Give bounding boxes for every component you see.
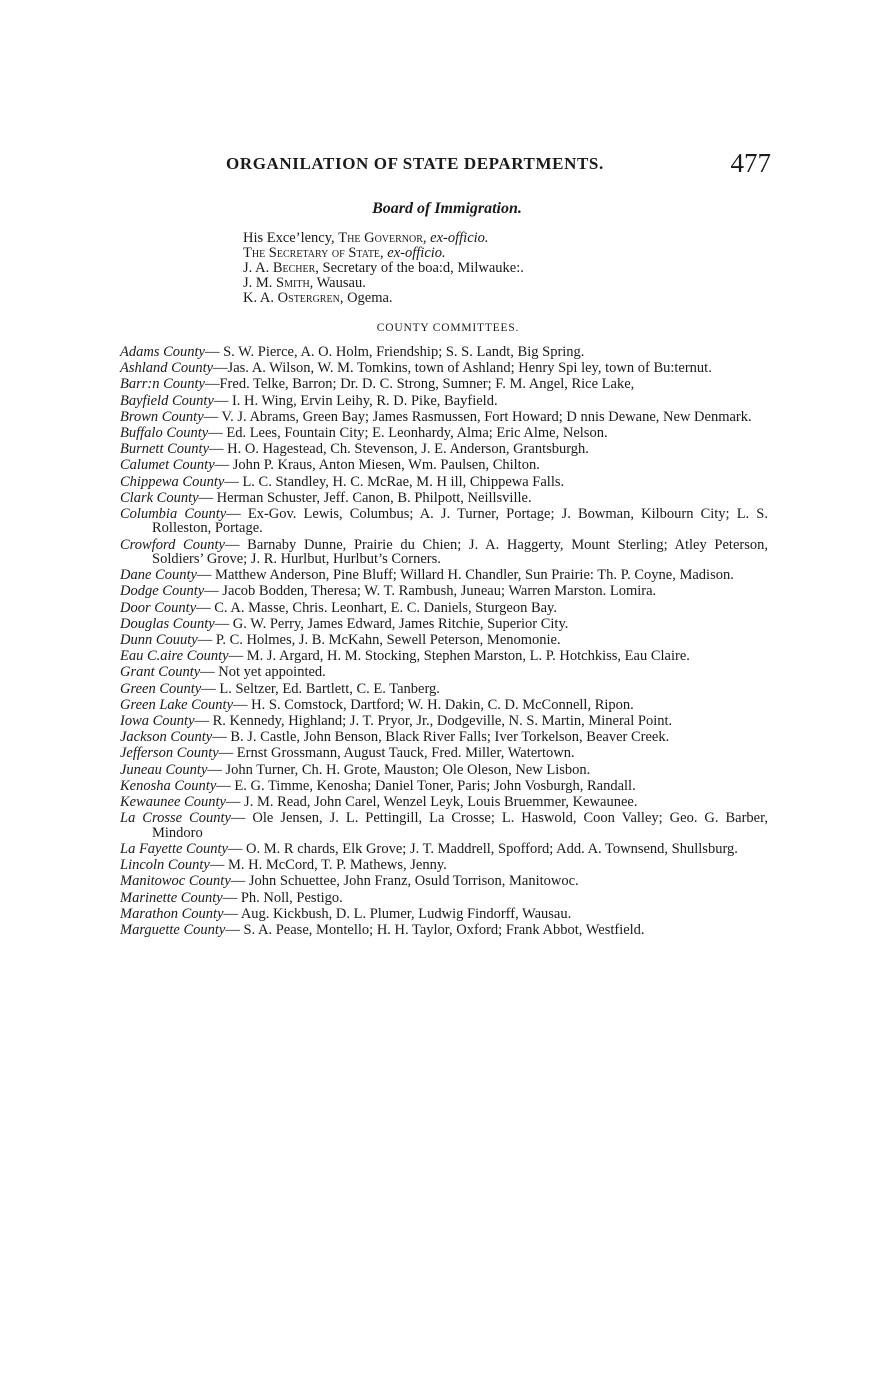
county-name: Jefferson County — [120, 745, 219, 762]
county-committee-entry — [120, 730, 768, 744]
county-name: Grant County — [120, 664, 201, 681]
page-number: 477 — [730, 148, 771, 178]
running-head — [226, 150, 771, 184]
county-name: Adams County — [120, 344, 205, 360]
county-committee-entry — [120, 568, 768, 582]
county-committee-list — [120, 345, 768, 939]
county-committee-entry — [120, 795, 768, 809]
board-member-prefix: J. M. — [243, 275, 277, 291]
county-members: — John Schuettee, John Franz, Osuld Torrison, Manitowoc. — [230, 873, 579, 890]
county-name: Dodge County — [120, 583, 205, 600]
county-committee-entry — [120, 617, 768, 631]
county-name: Kewaunee County — [120, 794, 226, 811]
board-member-role: ex-officio. — [430, 230, 489, 246]
board-member-suffix: , Ogema. — [339, 290, 393, 306]
county-name: La Fayette County — [120, 840, 228, 857]
county-name: Door County — [120, 599, 197, 616]
county-committee-entry — [120, 345, 768, 359]
county-members: — Ed. Lees, Fountain City; E. Leonhardy, Alma; Eric Alme, Nelson. — [208, 425, 608, 442]
county-members: — John Turner, Ch. H. Grote, Mauston; Ole Oleson, New Lisbon. — [207, 761, 591, 778]
county-committee-entry — [120, 891, 768, 905]
county-members: —Fred. Telke, Barron; Dr. D. C. Strong, Sumner; F. M. Angel, Rice Lake, — [204, 376, 635, 393]
county-members: — J. M. Read, John Carel, Wenzel Leyk, Louis Bruemmer, Kewaunee. — [225, 794, 638, 811]
county-name: Clark County — [120, 489, 199, 506]
county-name: Eau C.aire County — [120, 648, 229, 665]
board-member-suffix: , — [380, 245, 388, 261]
county-members: — Not yet appointed. — [200, 664, 326, 681]
county-committee-entry — [120, 874, 768, 888]
county-members: — Ernst Grossmann, August Tauck, Fred. Miller, Watertown. — [218, 745, 575, 762]
county-name: Dane County — [120, 567, 197, 584]
board-member-prefix: His Exce’lency, — [243, 230, 339, 246]
board-member-name: The Governor — [338, 230, 423, 246]
county-committee-entry — [120, 475, 768, 489]
county-name: Douglas County — [120, 615, 215, 632]
county-committee-entry — [120, 923, 768, 937]
county-committee-entry — [120, 779, 768, 793]
county-name: Columbia County — [120, 506, 227, 523]
county-committee-entry — [120, 633, 768, 647]
county-name: Marathon County — [120, 905, 224, 922]
county-name: Iowa County — [120, 713, 195, 730]
board-member — [243, 246, 524, 261]
county-name: Bayfield County — [120, 392, 214, 409]
county-name: Barr:n County — [120, 376, 205, 393]
county-members: — H. S. Comstock, Dartford; W. H. Dakin, C. D. McConnell, Ripon. — [233, 696, 634, 713]
county-members: — Matthew Anderson, Pine Bluff; Willard H. Chandler, Sun Prairie: Th. P. Coyne, Madison. — [196, 567, 734, 584]
running-title: ORGANILATION OF STATE DEPARTMENTS. — [226, 154, 604, 173]
county-committee-entry — [120, 811, 768, 840]
county-committee-entry — [120, 665, 768, 679]
county-committee-entry — [120, 698, 768, 712]
county-committee-entry — [120, 442, 768, 456]
county-name: Green County — [120, 680, 202, 697]
county-name: Dunn Couuty — [120, 632, 198, 649]
county-committee-entry — [120, 538, 768, 567]
county-name: Brown County — [120, 408, 204, 425]
county-members: — John P. Kraus, Anton Miesen, Wm. Paulsen, Chilton. — [214, 457, 540, 474]
county-committee-entry — [120, 842, 768, 856]
county-members: — B. J. Castle, John Benson, Black River Falls; Iver Torkelson, Beaver Creek. — [212, 729, 670, 746]
county-members: — P. C. Holmes, J. B. McKahn, Sewell Peterson, Menomonie. — [197, 632, 561, 649]
board-member — [243, 276, 524, 291]
county-name: Marinette County — [120, 889, 223, 906]
board-member-name: Smith — [276, 275, 310, 291]
county-members: — I. H. Wing, Ervin Leihy, R. D. Pike, Bayfield. — [213, 392, 498, 409]
county-name: Buffalo County — [120, 425, 209, 442]
county-committee-entry — [120, 458, 768, 472]
county-committee-entry — [120, 426, 768, 440]
county-name: Ashland County — [120, 360, 214, 377]
county-committee-entry — [120, 584, 768, 598]
county-members: — V. J. Abrams, Green Bay; James Rasmussen, Fort Howard; D nnis Dewane, New Denmark. — [203, 408, 752, 425]
county-name: Marguette County — [120, 921, 226, 938]
county-members: — G. W. Perry, James Edward, James Ritchie, Superior City. — [214, 615, 569, 632]
county-name: Manitowoc County — [120, 873, 231, 890]
county-members: — M. J. Argard, H. M. Stocking, Stephen Marston, L. P. Hotchkiss, Eau Claire. — [228, 648, 690, 665]
county-committees-heading: COUNTY COMMITTEES. — [376, 322, 520, 334]
county-members: — M. H. McCord, T. P. Mathews, Jenny. — [209, 857, 447, 874]
county-name: Lincoln County — [120, 857, 210, 874]
county-members: — H. O. Hagestead, Ch. Stevenson, J. E. Anderson, Grantsburgh. — [209, 441, 589, 458]
board-member — [243, 231, 524, 246]
board-member-role: ex-officio. — [387, 245, 446, 261]
county-members: — Ole Jensen, J. L. Pettingill, La Crosse; L. Haswold, Coon Valley; Geo. G. Barber, Mindoro — [152, 810, 768, 841]
county-committee-entry — [120, 746, 768, 760]
county-members: — Aug. Kickbush, D. L. Plumer, Ludwig Findorff, Wausau. — [223, 905, 572, 922]
county-committee-entry — [120, 714, 768, 728]
section-title: Board of Immigration. — [372, 200, 522, 217]
county-name: La Crosse County — [120, 810, 231, 827]
county-members: — Herman Schuster, Jeff. Canon, B. Philpott, Neillsville. — [198, 489, 532, 506]
county-name: Green Lake County — [120, 696, 234, 713]
county-members: — Barnaby Dunne, Prairie du Chien; J. A. Haggerty, Mount Sterling; Atley Peterson, Soldiers’ Grove; J. R. Hurlbut, Hurlbut’s Corners. — [152, 536, 768, 568]
county-name: Jackson County — [120, 729, 213, 746]
county-members: — S. A. Pease, Montello; H. H. Taylor, Oxford; Frank Abbot, Westfield. — [225, 921, 645, 938]
county-committee-entry — [120, 361, 768, 375]
county-committee-entry — [120, 410, 768, 424]
county-committee-entry — [120, 907, 768, 921]
county-members: — O. M. R chards, Elk Grove; J. T. Maddrell, Spofford; Add. A. Townsend, Shullsburg. — [227, 840, 738, 857]
county-committee-entry — [120, 601, 768, 615]
county-name: Crowford County — [120, 536, 225, 553]
county-committee-entry — [120, 858, 768, 872]
county-members: — R. Kennedy, Highland; J. T. Pryor, Jr., Dodgeville, N. S. Martin, Mineral Point. — [194, 713, 673, 730]
county-name: Burnett County — [120, 441, 210, 458]
county-name: Juneau County — [120, 761, 208, 778]
county-members: — Ph. Noll, Pestigo. — [222, 889, 343, 906]
county-members: — Ex-Gov. Lewis, Columbus; A. J. Turner, Portage; J. Bowman, Kilbourn City; L. S. Rolleston, Portage. — [152, 506, 768, 537]
county-name: Kenosha County — [120, 777, 217, 794]
county-members: — E. G. Timme, Kenosha; Daniel Toner, Paris; John Vosburgh, Randall. — [216, 777, 636, 794]
county-committee-entry — [120, 491, 768, 505]
board-member-name: Ostergren — [277, 290, 340, 306]
board-member-suffix: , — [422, 230, 431, 246]
county-members: — S. W. Pierce, A. O. Holm, Friendship; S. S. Landt, Big Spring. — [204, 344, 585, 360]
county-members: — C. A. Masse, Chris. Leonhart, E. C. Daniels, Sturgeon Bay. — [196, 599, 557, 616]
county-committee-entry — [120, 507, 768, 536]
county-members: — L. C. Standley, H. C. McRae, M. H ill, Chippewa Falls. — [224, 473, 565, 490]
board-member-list — [243, 231, 524, 306]
county-members: — L. Seltzer, Ed. Bartlett, C. E. Tanberg. — [201, 680, 440, 697]
county-committee-entry — [120, 649, 768, 663]
county-members: — Jacob Bodden, Theresa; W. T. Rambush, Juneau; Warren Marston. Lomira. — [204, 583, 657, 600]
board-member-prefix: K. A. — [243, 290, 278, 306]
county-committee-entry — [120, 377, 768, 391]
county-committee-entry — [120, 763, 768, 777]
county-members: —Jas. A. Wilson, W. M. Tomkins, town of Ashland; Henry Spi ley, town of Bu:ternut. — [213, 360, 712, 377]
board-member-name: Becher — [272, 260, 316, 276]
board-member-name: The Secretary of State — [243, 245, 381, 261]
board-member — [243, 261, 524, 276]
board-member — [243, 291, 524, 306]
board-member-prefix: J. A. — [243, 260, 273, 276]
county-name: Chippewa County — [120, 473, 225, 490]
board-member-suffix: , Wausau. — [309, 275, 366, 291]
county-name: Calumet County — [120, 457, 215, 474]
county-committee-entry — [120, 394, 768, 408]
board-member-suffix: , Secretary of the boa:d, Milwauke:. — [315, 260, 524, 276]
county-committee-entry — [120, 682, 768, 696]
